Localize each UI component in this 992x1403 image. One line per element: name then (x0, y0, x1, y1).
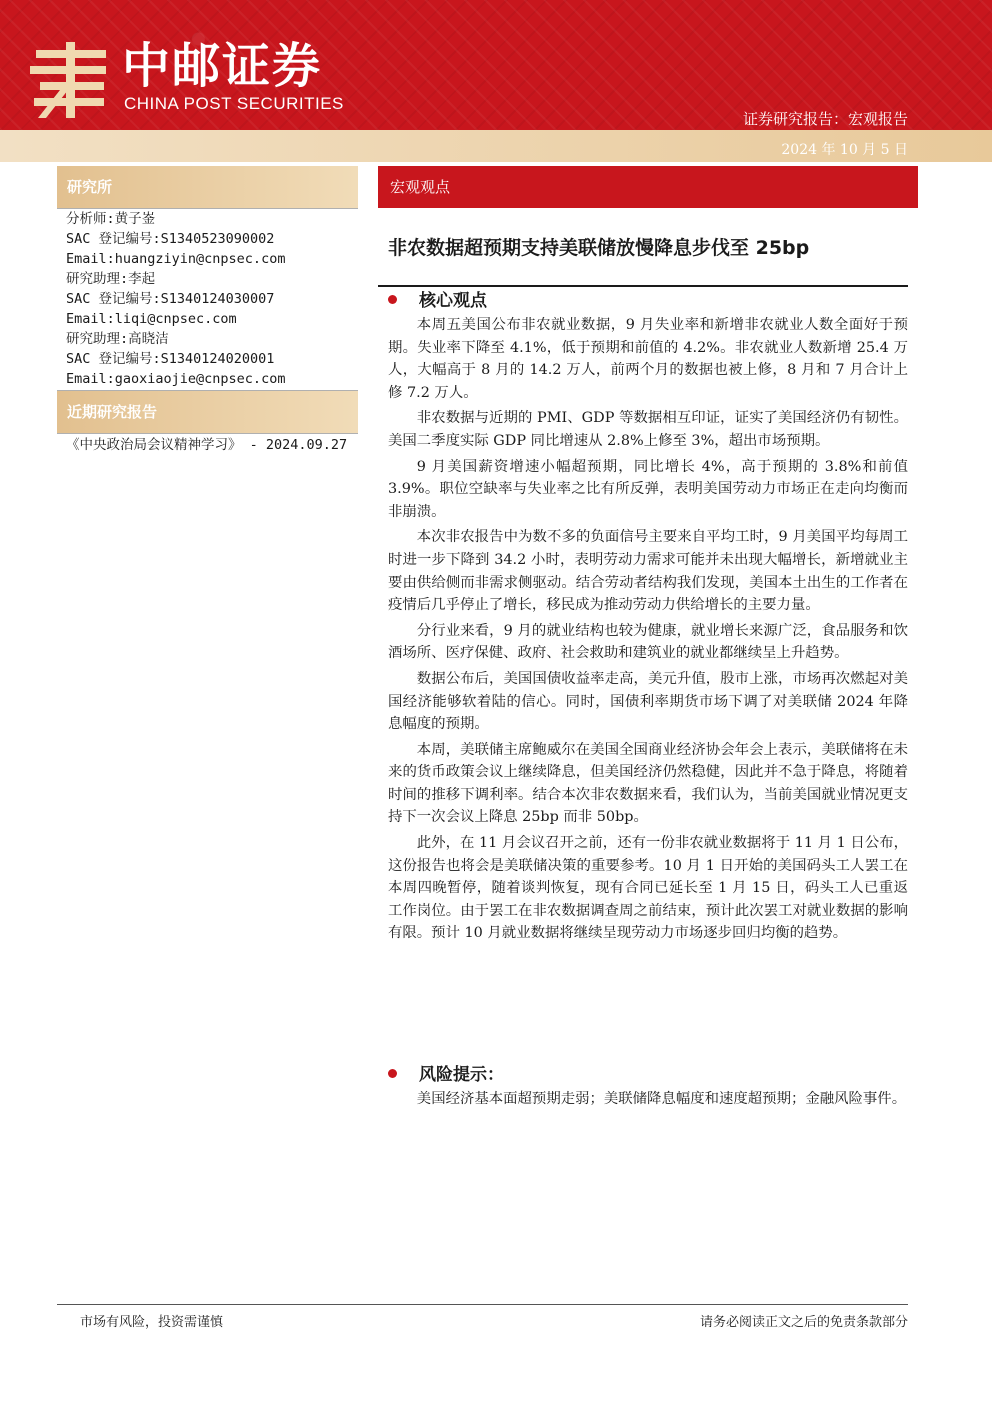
paragraph: 非农数据与近期的 PMI、GDP 等数据相互印证，证实了美国经济仍有韧性。美国二季度实际 GDP 同比增速从 2.8%上修至 3%，超出市场预期。 (388, 410, 908, 449)
risk-label: 风险提示： (419, 1065, 504, 1085)
risk-body (388, 1088, 908, 1114)
analyst-line: 研究助理:高晓洁 (66, 331, 169, 347)
analyst-line: 分析师:黄子崟 (66, 211, 156, 227)
analyst-line: SAC 登记编号:S1340124020001 (66, 351, 275, 367)
section-label: 宏观观点 (378, 166, 918, 208)
paragraph: 数据公布后，美国国债收益率走高，美元升值，股市上涨，市场再次燃起对美国经济能够软着陆的信心。同时，国债利率期货市场下调了对美联储 2024 年降息幅度的预期。 (388, 670, 908, 733)
recent-reports-heading: 近期研究报告 (57, 391, 358, 433)
title-divider (378, 285, 908, 287)
core-views-body (388, 314, 908, 948)
report-date: 2024 年 10 月 5 日 (781, 142, 908, 158)
paragraph: 此外，在 11 月会议召开之前，还有一份非农就业数据将于 11 月 1 日公布，这份报告也将会是美联储决策的重要参考。10 月 1 日开始的美国码头工人罢工在本周四晚暂停，随着谈判恢复，现有合同已延长至 1 月 15 日，码头工人已重返工作岗位。由于罢工在非农数据调查周之前结束，预计此次罢工对就业数据的影响有限。预计 10 月就业数据将继续呈现劳动力市场逐步回归均衡的趋势。 (388, 835, 908, 942)
footer-risk-notice: 市场有风险，投资需谨慎 (80, 1315, 224, 1330)
header-banner (0, 0, 992, 130)
bullet-icon (388, 1069, 397, 1078)
analyst-email[interactable]: Email:gaoxiaojie@cnpsec.com (66, 371, 286, 387)
risk-heading (388, 1062, 908, 1088)
footer-disclaimer-notice: 请务必阅读正文之后的免责条款部分 (699, 1315, 908, 1330)
paragraph: 本次非农报告中为数不多的负面信号主要来自平均工时，9 月美国平均每周工时进一步下降到 34.2 小时，表明劳动力需求可能并未出现大幅增长，新增就业主要由供给侧而非需求侧驱动。结合劳动者结构我们发现，美国本土出生的工作者在疫情后几乎停止了增长，移民成为推动劳动力供给增长的主要力量。 (388, 529, 908, 614)
recent-report-link[interactable]: 《中央政治局会议精神学习》 - 2024.09.27 (66, 437, 348, 453)
footer-divider (57, 1304, 908, 1305)
paragraph: 美国经济基本面超预期走弱；美联储降息幅度和速度超预期；金融风险事件。 (416, 1091, 907, 1107)
research-institute-heading: 研究所 (57, 166, 358, 208)
analyst-list (66, 209, 356, 389)
paragraph: 本周，美联储主席鲍威尔在美国全国商业经济协会年会上表示，美联储将在未来的货币政策会议上继续降息，但美国经济仍然稳健，因此并不急于降息，将随着时间的推移下调利率。结合本次非农数据来看，我们认为，当前美国就业情况更支持下一次会议上降息 25bp 而非 50bp。 (388, 741, 908, 826)
analyst-email[interactable]: Email:liqi@cnpsec.com (66, 311, 237, 327)
core-views-heading (388, 288, 908, 314)
analyst-email[interactable]: Email:huangziyin@cnpsec.com (66, 251, 286, 267)
brand-name-en: CHINA POST SECURITIES (124, 94, 344, 113)
report-type: 证券研究报告：宏观报告 (742, 110, 908, 128)
page-title: 非农数据超预期支持美联储放慢降息步伐至 25bp (388, 237, 810, 259)
core-views-label: 核心观点 (419, 291, 487, 311)
brand-name-cn: 中邮证券 (122, 38, 323, 94)
china-post-logo-icon (30, 42, 112, 118)
date-band (0, 130, 992, 162)
analyst-line: SAC 登记编号:S1340523090002 (66, 231, 275, 247)
bullet-icon (388, 295, 397, 304)
analyst-line: SAC 登记编号:S1340124030007 (66, 291, 275, 307)
paragraph: 分行业来看，9 月的就业结构也较为健康，就业增长来源广泛，食品服务和饮酒场所、医疗保健、政府、社会救助和建筑业的就业都继续呈上升趋势。 (388, 622, 908, 662)
paragraph: 本周五美国公布非农就业数据，9 月失业率和新增非农就业人数全面好于预期。失业率下降至 4.1%，低于预期和前值的 4.2%。非农就业人数新增 25.4 万人，大幅高于 8 月的 14.2 万人，前两个月的数据也被上修，8 月和 7 月合计上修 7.2 万人。 (388, 317, 908, 401)
paragraph: 9 月美国薪资增速小幅超预期，同比增长 4%，高于预期的 3.8%和前值 3.9%。职位空缺率与失业率之比有所反弹，表明美国劳动力市场正在走向均衡而非崩溃。 (388, 458, 908, 520)
analyst-line: 研究助理:李起 (66, 271, 156, 287)
